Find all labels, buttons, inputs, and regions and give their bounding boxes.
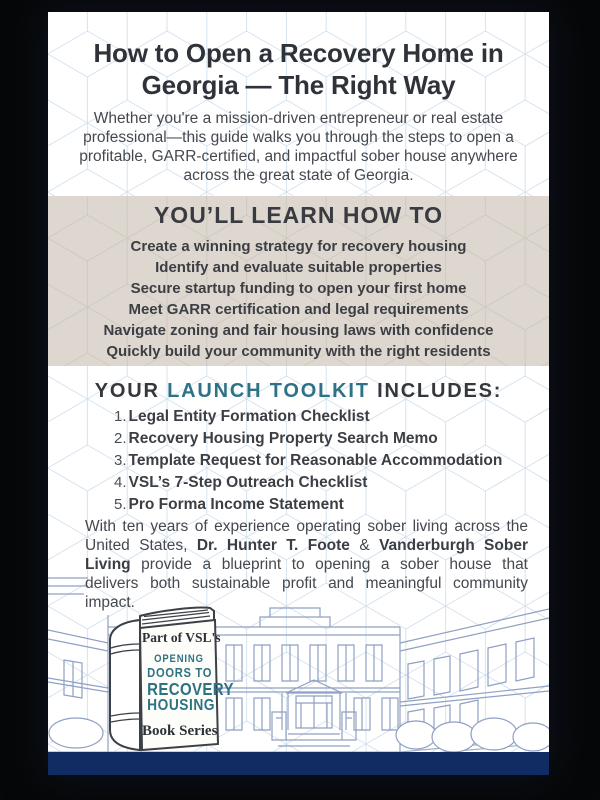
learn-item: Navigate zoning and fair housing laws with confidence: [103, 322, 494, 339]
learn-item: Secure startup funding to open your first home: [130, 280, 467, 297]
toolkit-item-number: 5.: [114, 496, 127, 513]
learn-item: Meet GARR certification and legal requirements: [128, 301, 469, 318]
about-joiner: &: [349, 537, 380, 554]
toolkit-item-number: 4.: [114, 474, 127, 491]
book-top-label: Part of VSL's: [142, 630, 221, 645]
about-lead: With ten years of experience operating sober living across the United States,: [85, 518, 528, 554]
learn-item: Create a winning strategy for recovery housing: [130, 238, 467, 255]
intro-paragraph: Whether you're a mission-driven entrepreneur or real estate professional—this guide walks you through the steps to open a profitable, GARR-certified, and impactful sober house anywhere across the great state of Georgia.: [79, 110, 518, 184]
footer-bar: [48, 752, 549, 775]
toolkit-item-number: 2.: [114, 430, 127, 447]
flyer-title-line1: How to Open a Recovery Home in: [93, 38, 504, 68]
toolkit-item: [114, 472, 502, 494]
toolkit-heading-suffix: INCLUDES:: [369, 380, 503, 402]
flyer-title-line2: Georgia — The Right Way: [141, 70, 456, 100]
toolkit-list: [114, 406, 502, 516]
toolkit-item-label: VSL’s 7-Step Outreach Checklist: [128, 474, 368, 491]
learn-list: [48, 236, 549, 362]
toolkit-heading-highlight: LAUNCH TOOLKIT: [167, 380, 370, 402]
toolkit-item: [114, 406, 502, 428]
toolkit-heading-prefix: YOUR: [94, 380, 168, 402]
company-name: Vanderburgh Sober Living: [85, 537, 528, 573]
flyer-card: [48, 12, 549, 775]
book-bottom-label: Book Series: [142, 723, 218, 739]
about-tail: provide a blueprint to opening a sober house that delivers both sustainable profit and meaningful community impact.: [85, 556, 528, 611]
toolkit-item-number: 3.: [114, 452, 127, 469]
learn-item: Identify and evaluate suitable properties: [155, 259, 442, 276]
about-paragraph: [85, 517, 528, 612]
toolkit-heading: [48, 380, 549, 403]
book-title-line: OPENING: [154, 653, 204, 665]
book-illustration: [88, 604, 234, 754]
learn-item: Quickly build your community with the right residents: [106, 343, 491, 360]
learn-heading: YOU’LL LEARN HOW TO: [153, 202, 444, 228]
toolkit-item-label: Legal Entity Formation Checklist: [128, 408, 370, 425]
flyer-title: [48, 37, 549, 101]
toolkit-item-label: Pro Forma Income Statement: [128, 496, 344, 513]
book-title-line: RECOVERY: [147, 678, 234, 699]
toolkit-item-number: 1.: [114, 408, 127, 425]
book-title-line: DOORS TO: [147, 665, 213, 680]
toolkit-item-label: Recovery Housing Property Search Memo: [128, 430, 438, 447]
author-name: Dr. Hunter T. Foote: [196, 537, 350, 554]
book-title-line: HOUSING: [147, 696, 216, 714]
toolkit-item: [114, 450, 502, 472]
toolkit-item-label: Template Request for Reasonable Accommodation: [128, 452, 503, 469]
toolkit-item: [114, 428, 502, 450]
toolkit-item: [114, 494, 502, 516]
